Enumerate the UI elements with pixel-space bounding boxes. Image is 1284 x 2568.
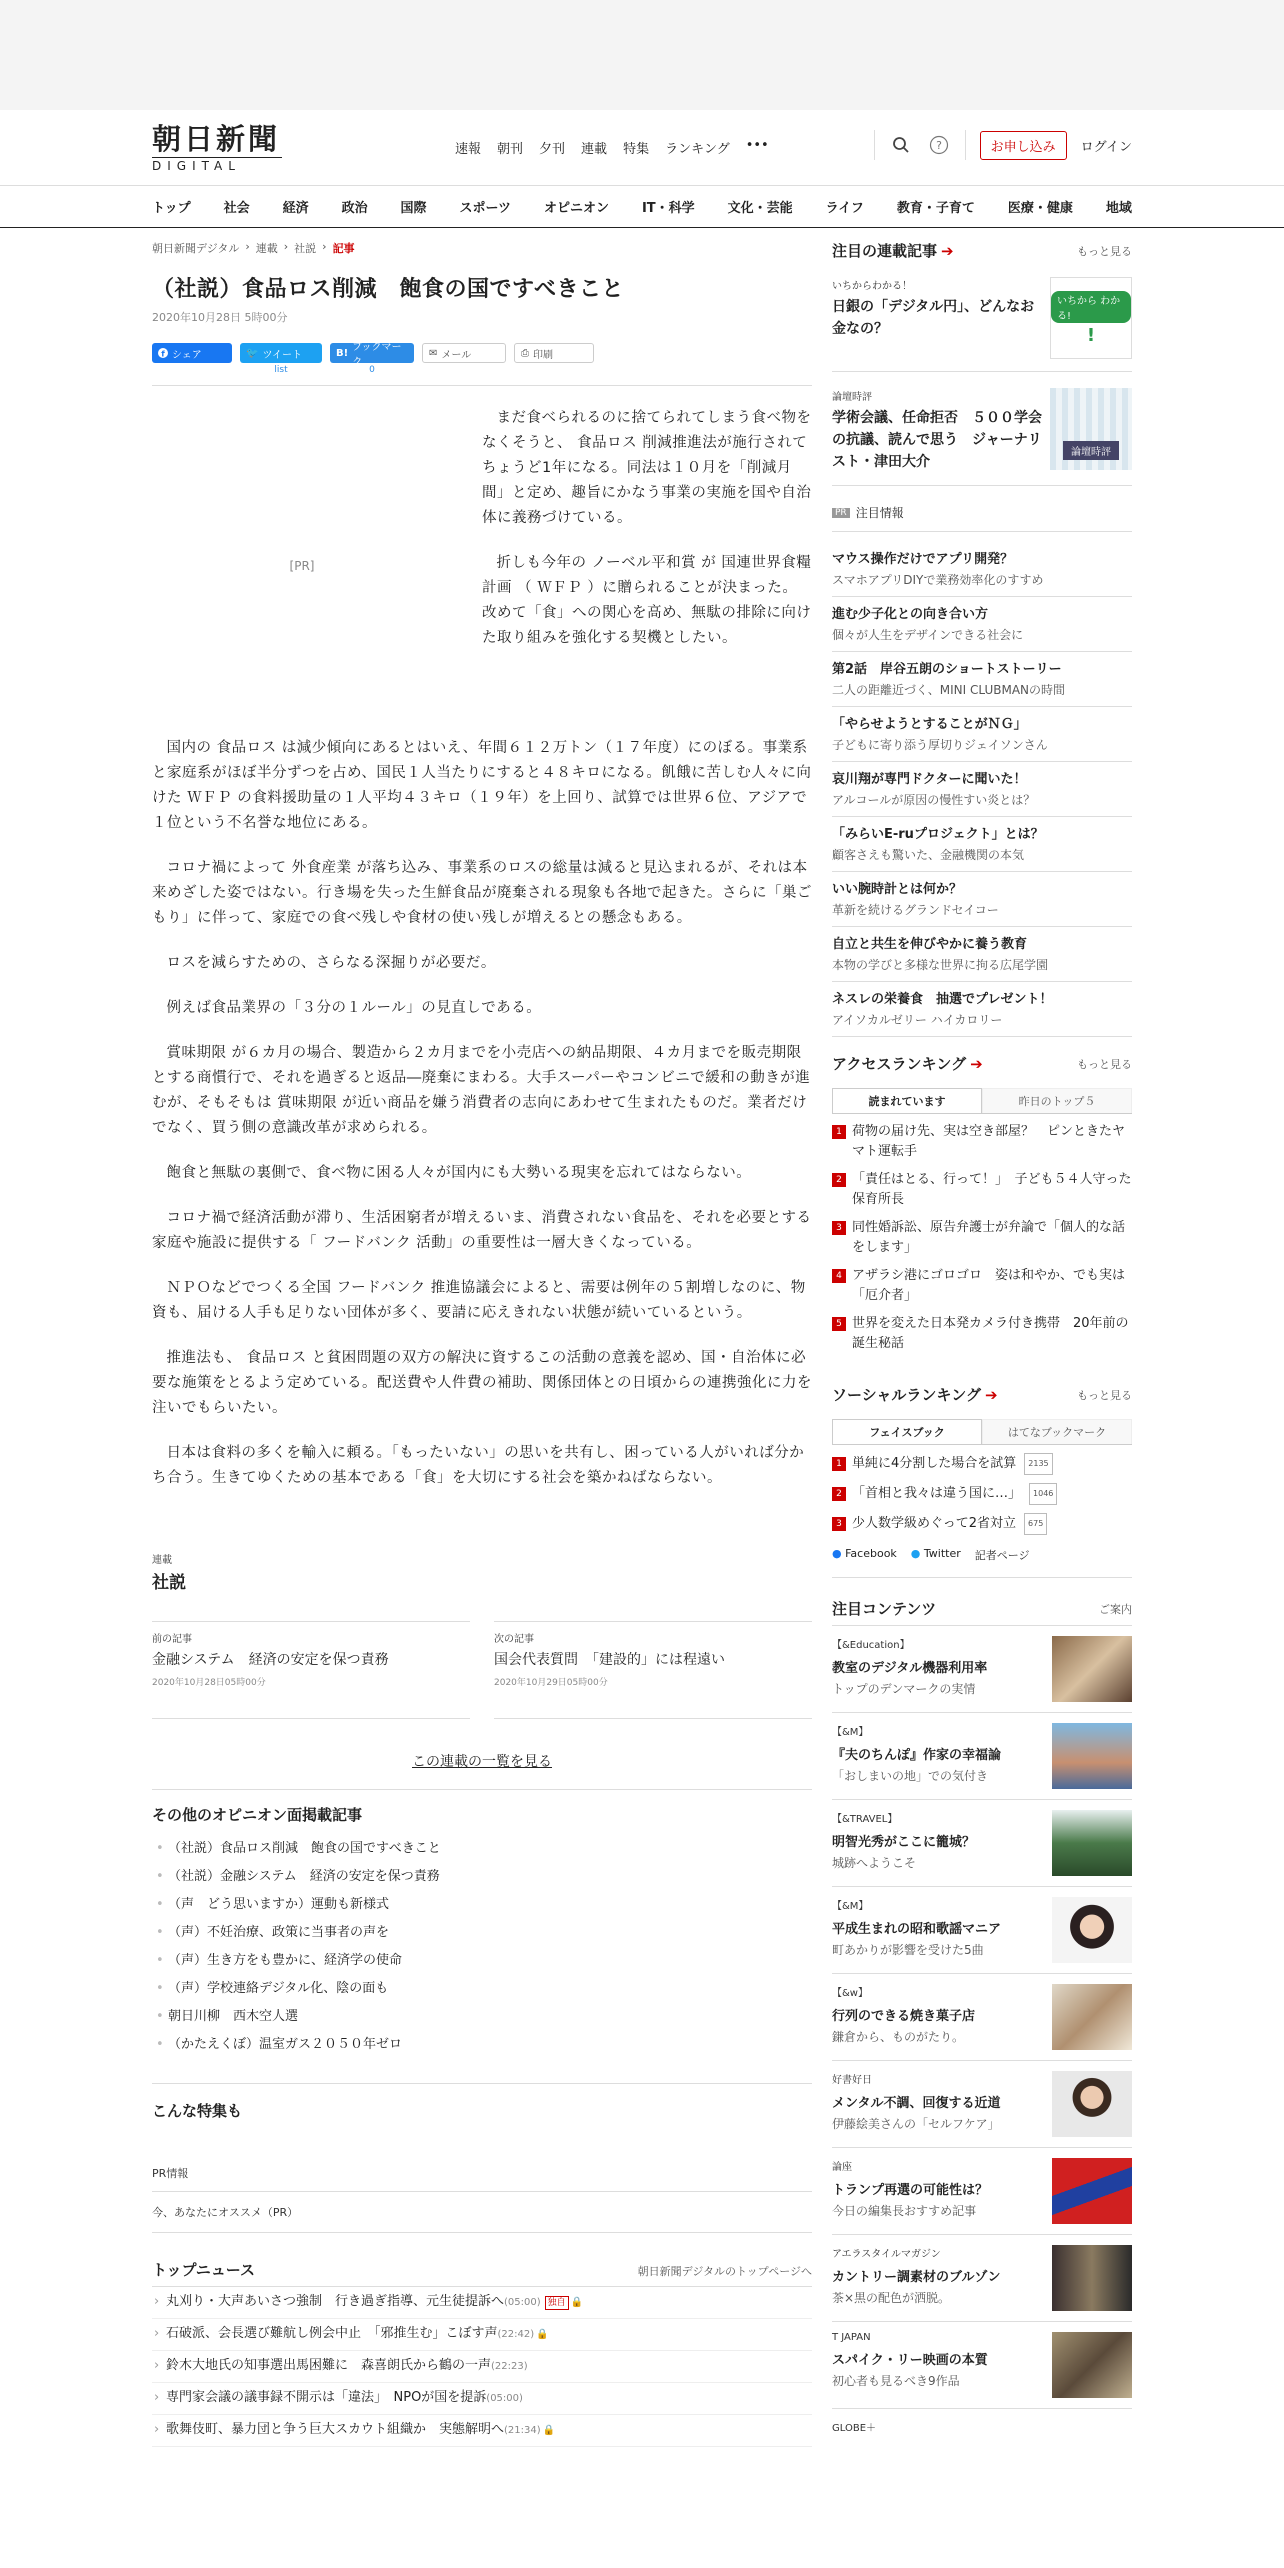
news-title: 石破派、会長選び難航し例会中止 「邪推生む」こぼす声 bbox=[166, 2326, 498, 2341]
category-item[interactable]: IT・科学 bbox=[641, 201, 695, 216]
pr-sub: 顧客さえも驚いた、金融機関の本気 bbox=[832, 848, 1025, 862]
item-kicker: 論壇時評 bbox=[832, 392, 872, 403]
more-link[interactable]: もっと見る bbox=[1077, 244, 1132, 258]
print-button[interactable] bbox=[514, 343, 594, 363]
category-item[interactable]: 国際 bbox=[400, 201, 427, 216]
lead-text bbox=[482, 406, 812, 671]
social-heading: ソーシャルランキング bbox=[832, 1386, 981, 1404]
top-nav-item[interactable]: 連載 bbox=[581, 142, 608, 157]
social-links bbox=[832, 1547, 1132, 1578]
content-kicker: GLOBE＋ bbox=[832, 2423, 877, 2434]
prev-article-link[interactable] bbox=[152, 1621, 470, 1719]
top-nav bbox=[455, 138, 769, 157]
news-item[interactable] bbox=[152, 2287, 812, 2319]
article-paragraph: コロナ禍で経済活動が滞り、生活困窮者が増えるいま、消費されない食品を、それを必要とする家庭や施設に提供する「 フードバンク 活動」の重要性は一層大きくなっている。 bbox=[152, 1210, 812, 1251]
pr-tag: PR bbox=[832, 508, 850, 518]
content-sub: 町あかりが影響を受けた5曲 bbox=[832, 1943, 984, 1957]
content-kicker: 【&w】 bbox=[832, 1988, 868, 1999]
share-count[interactable]: 0 bbox=[369, 365, 375, 375]
pr-title: 哀川翔が専門ドクターに聞いた！ bbox=[832, 772, 1027, 787]
article-title: （社説）食品ロス削減 飽食の国ですべきこと bbox=[152, 277, 625, 302]
feature-heading: こんな特集も bbox=[152, 2102, 243, 2120]
article-paragraph: 例えば食品業界の「３分の１ルール」の見直しである。 bbox=[166, 1000, 542, 1016]
list-item[interactable]: • （社説）金融システム 経済の安定を保つ責務 bbox=[152, 1863, 812, 1891]
access-ranking-list bbox=[832, 1122, 1132, 1354]
breadcrumb-sep: › bbox=[322, 240, 327, 253]
series-name[interactable]: 社説 bbox=[152, 1573, 186, 1593]
top-news-header bbox=[152, 2259, 812, 2280]
ranking-title: 世界を変えた日本発カメラ付き携帯 20年前の誕生秘話 bbox=[852, 1316, 1129, 1351]
top-nav-item[interactable]: 夕刊 bbox=[539, 142, 566, 157]
category-item[interactable]: オピニオン bbox=[543, 201, 609, 216]
ranking-item[interactable] bbox=[832, 1170, 1132, 1210]
category-item[interactable]: スポーツ bbox=[459, 201, 512, 216]
top-page-link[interactable]: 朝日新聞デジタルのトップページへ bbox=[637, 2265, 812, 2278]
content-title: 明智光秀がここに籠城？ bbox=[832, 1835, 976, 1850]
content-sub: 茶×黒の配色が洒脱。 bbox=[832, 2291, 951, 2305]
prev-title: 金融システム 経済の安定を保つ責務 bbox=[152, 1652, 389, 1668]
pr-title: いい腕時計とは何か？ bbox=[832, 882, 963, 897]
tab-hatena[interactable]: はてなブックマーク bbox=[982, 1419, 1132, 1444]
thumb-mark: ! bbox=[1086, 324, 1096, 346]
spacer bbox=[832, 532, 1132, 542]
rank-number: 1 bbox=[832, 1457, 846, 1471]
link-label: Facebook bbox=[845, 1547, 897, 1560]
series-list-link[interactable]: この連載の一覧を見る bbox=[152, 1751, 812, 1790]
content-title: 教室のデジタル機器利用率 bbox=[832, 1661, 988, 1676]
pr-item[interactable] bbox=[832, 927, 1132, 982]
ranking-item[interactable] bbox=[832, 1122, 1132, 1162]
hatena-bookmark-button[interactable] bbox=[330, 342, 414, 375]
mail-icon: ✉ bbox=[429, 347, 438, 359]
apply-button[interactable]: お申し込み bbox=[980, 131, 1067, 160]
article-paragraph: まだ食べられるのに捨てられてしまう食べ物をなくそうと、 食品ロス 削減推進法が施行されてちょうど1年になる。同法は１０月を「削減月間」と定め、趣旨にかなう事業の実施を国や自治体に義務づけている。 bbox=[482, 410, 812, 526]
category-item[interactable]: 医療・健康 bbox=[1007, 201, 1073, 216]
news-item[interactable] bbox=[152, 2319, 812, 2351]
content-item[interactable] bbox=[832, 1974, 1132, 2061]
content-thumbnail bbox=[1052, 2245, 1132, 2311]
news-time: (22:42) bbox=[497, 2329, 535, 2340]
pr-title: 「みらいE-ruプロジェクト」とは？ bbox=[832, 827, 1044, 842]
reporter-page-link[interactable]: 記者ページ bbox=[974, 1549, 1030, 1562]
pr-info-label: PR情報 bbox=[152, 2165, 812, 2192]
share-count: 675 bbox=[1024, 1513, 1047, 1535]
content-thumbnail bbox=[1052, 1897, 1132, 1963]
category-item[interactable]: 文化・芸能 bbox=[727, 201, 793, 216]
article-date: 2020年10月28日 5時00分 bbox=[152, 311, 288, 324]
ranking-item[interactable] bbox=[832, 1314, 1132, 1354]
guide-link[interactable]: ご案内 bbox=[1099, 1602, 1132, 1616]
share-label: ツイート bbox=[262, 349, 302, 361]
logo-main: 朝日新聞 bbox=[152, 122, 281, 156]
thumb-label: いちから わかる! bbox=[1051, 291, 1131, 323]
share-label: メール bbox=[441, 349, 472, 361]
prev-date: 2020年10月28日05時00分 bbox=[152, 1678, 266, 1688]
content-thumbnail bbox=[1052, 1636, 1132, 1702]
content-title: 『夫のちんぽ』作家の幸福論 bbox=[832, 1748, 1002, 1763]
article-lead-block bbox=[152, 406, 812, 726]
featured-heading: 注目の連載記事 bbox=[832, 242, 938, 260]
share-count: 2135 bbox=[1024, 1453, 1052, 1475]
ranking-item[interactable] bbox=[832, 1483, 1132, 1505]
news-time: (22:23) bbox=[491, 2361, 528, 2372]
series-kicker: 連載 bbox=[152, 1555, 172, 1566]
access-heading: アクセスランキング bbox=[832, 1055, 967, 1073]
news-title: 丸刈り・大声あいさつ強制 行き過ぎ指導、元生徒提訴へ bbox=[166, 2294, 505, 2309]
rank-number: 3 bbox=[832, 1221, 846, 1235]
share-label: 印刷 bbox=[533, 349, 553, 361]
content-thumbnail bbox=[1052, 2332, 1132, 2398]
share-label: シェア bbox=[172, 349, 202, 361]
category-item[interactable]: 社会 bbox=[223, 201, 250, 216]
top-nav-item[interactable]: 朝刊 bbox=[497, 142, 524, 157]
pr-item[interactable] bbox=[832, 762, 1132, 817]
next-date: 2020年10月29日05時00分 bbox=[494, 1678, 608, 1688]
more-link[interactable]: もっと見る bbox=[1077, 1057, 1132, 1071]
list-item[interactable]: • （声）学校連絡デジタル化、陰の面も bbox=[152, 1975, 812, 2003]
article-paragraph: 国内の 食品ロス は減少傾向にあるとはいえ、年間６１２万トン（１７年度）にのぼる。事業系と家庭系がほぼ半分ずつを占め、国民１人当たりにすると４８キロになる。飢餓に苦しむ人々に向けた ＷＦＰ の食料援助量の１人平均４３キロ（１９年）を上回り、試算では世界６位、アジアで１位という不名誉な地位にある。 bbox=[152, 740, 812, 831]
category-item[interactable]: 教育・子育て bbox=[896, 201, 975, 216]
rank-number: 3 bbox=[832, 1517, 846, 1531]
pr-item[interactable] bbox=[832, 707, 1132, 762]
share-count: 1046 bbox=[1029, 1483, 1057, 1505]
twitter-link[interactable] bbox=[911, 1547, 961, 1563]
breadcrumb-sep: › bbox=[283, 240, 289, 253]
breadcrumb bbox=[152, 240, 812, 256]
content-sub: 初心者も見るべき9作品 bbox=[832, 2374, 960, 2388]
help-icon[interactable] bbox=[927, 133, 951, 157]
content-item[interactable] bbox=[832, 2322, 1132, 2409]
pr-sub: 革新を続けるグランドセイコー bbox=[832, 903, 999, 917]
pr-label: [PR] bbox=[289, 559, 315, 573]
article-body bbox=[152, 736, 812, 1491]
list-item[interactable]: • （声）生き方をも豊かに、経済学の使命 bbox=[152, 1947, 812, 1975]
svg-text:?: ? bbox=[935, 139, 942, 152]
pr-sub: アルコールが原因の慢性すい炎とは？ bbox=[832, 793, 1036, 807]
top-news-list bbox=[152, 2286, 812, 2447]
content-thumbnail bbox=[1052, 1984, 1132, 2050]
ranking-title: 単純に4分割した場合を試算 bbox=[852, 1456, 1017, 1471]
article-paragraph: 推進法も、 食品ロス と貧困問題の双方の解決に資するこの活動の意義を認め、国・自治体に必要な施策をとるよう定めている。配送費や人件費の補助、関係団体との日頃からの連携強化に力を注いでもらいたい。 bbox=[152, 1350, 812, 1416]
access-tabs bbox=[832, 1088, 1132, 1114]
content-item[interactable] bbox=[832, 1887, 1132, 1974]
ranking-item[interactable] bbox=[832, 1266, 1132, 1306]
header-actions bbox=[874, 130, 1132, 160]
featured-item[interactable] bbox=[832, 388, 1132, 486]
access-ranking-header bbox=[832, 1053, 1132, 1074]
pr-ad-slot[interactable] bbox=[152, 406, 452, 726]
top-nav-item[interactable]: ランキング bbox=[665, 142, 730, 157]
arrow-right-icon: ➔ bbox=[941, 242, 954, 260]
category-item[interactable]: 経済 bbox=[282, 201, 309, 216]
breadcrumb-item[interactable]: 朝日新聞デジタル bbox=[152, 242, 240, 255]
logo-sub: DIGITAL bbox=[152, 157, 282, 173]
content-thumbnail bbox=[1052, 1810, 1132, 1876]
item-title: 日銀の「デジタル円」、どんなお金なの？ bbox=[832, 299, 1035, 337]
twitter-icon: 🐦 bbox=[246, 347, 259, 359]
content-thumbnail bbox=[1052, 1723, 1132, 1789]
tab-facebook[interactable]: フェイスブック bbox=[832, 1419, 982, 1444]
opinion-list bbox=[152, 1835, 812, 2059]
content-sub: トップのデンマークの実情 bbox=[832, 1682, 976, 1696]
pr-sub: 二人の距離近づく、MINI CLUBMANの時間 bbox=[832, 683, 1066, 697]
content-kicker: 【&M】 bbox=[832, 1901, 869, 1912]
ranking-title: 少人数学級めぐって2省対立 bbox=[852, 1516, 1017, 1531]
content-item[interactable] bbox=[832, 1800, 1132, 1887]
pr-sub: スマホアプリDIYで業務効率化のすすめ bbox=[832, 573, 1044, 587]
content-item[interactable] bbox=[832, 2148, 1132, 2235]
rank-number: 2 bbox=[832, 1487, 846, 1501]
next-article-link[interactable] bbox=[494, 1621, 812, 1719]
article-paragraph: コロナ禍によって 外食産業 が落ち込み、事業系のロスの総量は減ると見込まれるが、それは本来めざした姿ではない。行き場を失った生鮮食品が廃棄される現象も各地で起きた。さらに「巣ごもり」に伴って、家庭での食べ残しや食材の使い残しが増えるとの懸念もある。 bbox=[152, 860, 812, 926]
pr-item[interactable] bbox=[832, 872, 1132, 927]
ranking-title: 「責任はとる、行って！」 子ども５４人守った保育所長 bbox=[852, 1172, 1132, 1207]
content-title: 平成生まれの昭和歌謡マニア bbox=[832, 1922, 1002, 1937]
content-item[interactable] bbox=[832, 1713, 1132, 1800]
ranking-title: アザラシ港にゴロゴロ 姿は和やか、でも実は「厄介者」 bbox=[852, 1268, 1126, 1303]
social-ranking-list bbox=[832, 1453, 1132, 1535]
breadcrumb-item[interactable]: 社説 bbox=[294, 242, 317, 255]
pr-sub: アイソカルゼリー ハイカロリー bbox=[832, 1013, 1003, 1027]
pr-sub: 個々が人生をデザインできる社会に bbox=[832, 628, 1024, 642]
content-kicker: T JAPAN bbox=[832, 2332, 871, 2343]
news-item[interactable] bbox=[152, 2351, 812, 2383]
category-item[interactable]: トップ bbox=[152, 201, 191, 216]
article-paragraph: ロスを減らすための、さらなる深掘りが必要だ。 bbox=[166, 955, 496, 971]
content-sub: 城跡へようこそ bbox=[832, 1856, 917, 1870]
login-link[interactable]: ログイン bbox=[1080, 139, 1132, 155]
pr-sub: 本物の学びと多様な世界に拘る広尾学園 bbox=[832, 958, 1049, 972]
content-sub: 鎌倉から、ものがたり。 bbox=[832, 2030, 965, 2044]
prev-label: 前の記事 bbox=[152, 1634, 192, 1645]
pr-title: 第2話 岸谷五朗のショートストーリー bbox=[832, 662, 1062, 677]
ranking-item[interactable] bbox=[832, 1218, 1132, 1258]
pr-item[interactable] bbox=[832, 652, 1132, 707]
social-tabs bbox=[832, 1419, 1132, 1445]
rank-number: 5 bbox=[832, 1317, 846, 1331]
search-icon[interactable] bbox=[889, 133, 913, 157]
divider bbox=[152, 385, 812, 386]
share-count[interactable]: list bbox=[274, 365, 288, 375]
lock-icon: 🔒 bbox=[542, 2425, 556, 2436]
content-item[interactable] bbox=[832, 2061, 1132, 2148]
content-item[interactable] bbox=[832, 1626, 1132, 1713]
rank-number: 4 bbox=[832, 1269, 846, 1283]
notice-label: 注目情報 bbox=[855, 506, 904, 520]
site-header bbox=[0, 110, 1284, 185]
category-item[interactable]: 政治 bbox=[341, 201, 368, 216]
exclusive-badge: 独自 bbox=[545, 2296, 569, 2310]
list-item[interactable]: • （声）不妊治療、政策に当事者の声を bbox=[152, 1919, 812, 1947]
breadcrumb-current: 記事 bbox=[332, 242, 355, 255]
feature-section bbox=[152, 2083, 812, 2233]
arrow-right-icon: ➔ bbox=[984, 1386, 998, 1404]
arrow-right-icon: ➔ bbox=[970, 1055, 983, 1073]
article-paragraph: 折しも今年の ノーベル平和賞 が 国連世界食糧計画 （ ＷＦＰ ）に贈られることが決まった。改めて「食」への関心を高め、無駄の排除に向けた取り組みを強化する契機としたい。 bbox=[482, 555, 812, 646]
item-title: 学術会議、任命拒否 ５００学会の抗議、読んで思う ジャーナリスト・津田大介 bbox=[832, 410, 1042, 470]
news-title: 専門家会議の議事録不開示は「違法」 NPOが国を提訴 bbox=[166, 2390, 487, 2405]
social-ranking-header bbox=[832, 1384, 1132, 1405]
list-item[interactable]: • （かたえくぼ）温室ガス２０５０年ゼロ bbox=[152, 2031, 812, 2059]
lock-icon: 🔒 bbox=[570, 2297, 584, 2308]
pr-title: 進む少子化との向き合い方 bbox=[832, 607, 989, 622]
article-paragraph: 賞味期限 が６カ月の場合、製造から２カ月までを小売店への納品期限、４カ月までを販売期限とする商慣行で、それを過ぎると返品―廃棄にまわる。大手スーパーやコンビニで緩和の動きが進むが、そもそもは 賞味期限 が近い商品を嫌う消費者の志向にあわせて生まれたものだ。業者だけでなく、買う側の意識改革が求められる。 bbox=[152, 1045, 811, 1136]
site-logo[interactable] bbox=[152, 122, 282, 173]
next-label: 次の記事 bbox=[494, 1634, 534, 1645]
contents-heading: 注目コンテンツ bbox=[832, 1600, 937, 1618]
content-sub: 伊藤絵美さんの「セルフケア」 bbox=[832, 2117, 1000, 2131]
print-icon: ⎙ bbox=[521, 347, 529, 359]
content-kicker: 論座 bbox=[832, 2162, 852, 2173]
pr-title: 自立と共生を伸びやかに養う教育 bbox=[832, 937, 1028, 952]
rank-number: 1 bbox=[832, 1125, 846, 1139]
pr-item[interactable] bbox=[832, 817, 1132, 872]
content-title: メンタル不調、回復する近道 bbox=[832, 2096, 1001, 2111]
svg-text:f: f bbox=[161, 349, 165, 358]
content-kicker: 好書好日 bbox=[832, 2075, 872, 2086]
top-nav-item[interactable]: 特集 bbox=[623, 142, 650, 157]
content-title: スパイク・リー映画の本質 bbox=[832, 2353, 988, 2368]
thumb-label: 論壇時評 bbox=[1063, 441, 1119, 460]
mail-button[interactable] bbox=[422, 343, 506, 363]
article-paragraph: 飽食と無駄の裏側で、食べ物に困る人々が国内にも大勢いる現実を忘れてはならない。 bbox=[166, 1165, 752, 1181]
link-label: Twitter bbox=[923, 1547, 961, 1560]
item-kicker: いちからわかる！ bbox=[832, 281, 912, 292]
next-title: 国会代表質問 「建設的」には程遠い bbox=[494, 1652, 725, 1668]
hatena-icon: B! bbox=[336, 347, 349, 359]
content-sub: 「おしまいの地」での気付き bbox=[832, 1769, 989, 1783]
top-nav-item[interactable]: 速報 bbox=[455, 142, 482, 157]
content-kicker: 【&TRAVEL】 bbox=[832, 1814, 898, 1825]
rank-number: 2 bbox=[832, 1173, 846, 1187]
top-news-heading: トップニュース bbox=[152, 2261, 256, 2279]
more-icon[interactable]: ••• bbox=[745, 138, 769, 153]
tab-most-read[interactable]: 読まれています bbox=[832, 1088, 982, 1113]
facebook-icon: ● bbox=[832, 1547, 842, 1560]
main-column bbox=[152, 240, 812, 2447]
content-title: カントリー調素材のブルゾン bbox=[832, 2270, 1001, 2285]
twitter-share-button[interactable] bbox=[240, 343, 322, 375]
list-item[interactable]: • （社説）食品ロス削減 飽食の国ですべきこと bbox=[152, 1835, 812, 1863]
more-link[interactable]: もっと見る bbox=[1077, 1388, 1132, 1402]
facebook-share-button[interactable] bbox=[152, 343, 232, 363]
list-item[interactable]: • 朝日川柳 西木空人選 bbox=[152, 2003, 812, 2031]
content-item[interactable] bbox=[832, 2409, 1132, 2444]
pr-title: 「やらせようとすることがＮＧ」 bbox=[832, 717, 1027, 732]
news-title: 鈴木大地氏の知事選出馬困難に 森喜朗氏から鶴の一声 bbox=[166, 2358, 492, 2373]
prev-next-nav bbox=[152, 1621, 812, 1719]
breadcrumb-item[interactable]: 連載 bbox=[255, 242, 278, 255]
recommend-label: 今、あなたにオススメ（PR） bbox=[152, 2192, 812, 2233]
ichikara-thumbnail bbox=[1050, 277, 1132, 359]
category-nav bbox=[0, 185, 1284, 228]
news-title: 歌舞伎町、暴力団と争う巨大スカウト組織か 実態解明へ bbox=[166, 2422, 505, 2437]
category-item[interactable]: ライフ bbox=[825, 201, 864, 216]
lock-icon: 🔒 bbox=[536, 2329, 549, 2340]
rondan-thumbnail bbox=[1050, 388, 1132, 470]
opinion-heading: その他のオピニオン面掲載記事 bbox=[152, 1806, 363, 1824]
divider bbox=[874, 130, 875, 160]
twitter-icon: ● bbox=[910, 1547, 921, 1560]
content-title: 行列のできる焼き菓子店 bbox=[832, 2009, 976, 2024]
ranking-title: 同性婚訴訟、原告弁護士が弁論で「個人的な話をします」 bbox=[852, 1220, 1126, 1255]
breadcrumb-sep: › bbox=[245, 240, 250, 253]
notice-header bbox=[832, 504, 1132, 532]
article-paragraph: 日本は食料の多くを輸入に頼る。「もったいない」の思いを共有し、困っている人がいれば分かち合う。生きてゆくための基本である「食」を大切にする社会を築かねばならない。 bbox=[152, 1445, 805, 1486]
pr-item[interactable] bbox=[832, 542, 1132, 597]
ranking-title: 「首相と我々は違う国に…」 bbox=[852, 1486, 1022, 1501]
news-item[interactable] bbox=[152, 2383, 812, 2415]
pr-sub: 子どもに寄り添う厚切りジェイソンさん bbox=[832, 738, 1048, 752]
article-paragraph: ＮＰＯなどでつくる全国 フードバンク 推進協議会によると、需要は例年の５割増しなのに、物資も、届ける人手も足りない団体が多く、要請に応えきれない状態が続いているという。 bbox=[152, 1280, 806, 1321]
content-item[interactable] bbox=[832, 2235, 1132, 2322]
ranking-item[interactable] bbox=[832, 1513, 1132, 1535]
content-kicker: 【&Education】 bbox=[832, 1640, 910, 1651]
featured-item[interactable] bbox=[832, 277, 1132, 372]
news-time: (05:00) bbox=[486, 2393, 523, 2404]
featured-series-header bbox=[832, 240, 1132, 261]
content-title: トランプ再選の可能性は？ bbox=[832, 2183, 989, 2198]
content-thumbnail bbox=[1052, 2158, 1132, 2224]
facebook-link[interactable] bbox=[832, 1547, 897, 1563]
list-item[interactable]: • （声 どう思いますか）運動も新様式 bbox=[152, 1891, 812, 1919]
news-time: (21:34) bbox=[504, 2425, 541, 2436]
pr-title: ネスレの栄養食 抽選でプレゼント！ bbox=[832, 992, 1053, 1007]
top-ad-band bbox=[0, 0, 1284, 110]
ranking-title: 荷物の届け先、実は空き部屋？ ピンときたヤマト運転手 bbox=[852, 1124, 1126, 1159]
sidebar bbox=[832, 240, 1132, 2444]
contents-header bbox=[832, 1598, 1132, 1626]
tab-yesterday-top5[interactable]: 昨日のトップ５ bbox=[982, 1088, 1132, 1113]
facebook-icon bbox=[158, 348, 168, 358]
share-label: ブックマーク bbox=[352, 342, 402, 368]
news-time: (05:00) bbox=[504, 2297, 541, 2308]
news-item[interactable] bbox=[152, 2415, 812, 2447]
content-thumbnail bbox=[1052, 2071, 1132, 2137]
category-item[interactable]: 地域 bbox=[1105, 201, 1132, 216]
ranking-item[interactable] bbox=[832, 1453, 1132, 1475]
pr-item[interactable] bbox=[832, 982, 1132, 1037]
pr-item[interactable] bbox=[832, 597, 1132, 652]
pr-title: マウス操作だけでアプリ開発？ bbox=[832, 552, 1014, 567]
content-sub: 今日の編集長おすすめ記事 bbox=[832, 2204, 977, 2218]
share-bar bbox=[152, 342, 812, 375]
content-kicker: 【&M】 bbox=[832, 1727, 869, 1738]
content-kicker: アエラスタイルマガジン bbox=[832, 2249, 941, 2260]
divider bbox=[965, 130, 966, 160]
